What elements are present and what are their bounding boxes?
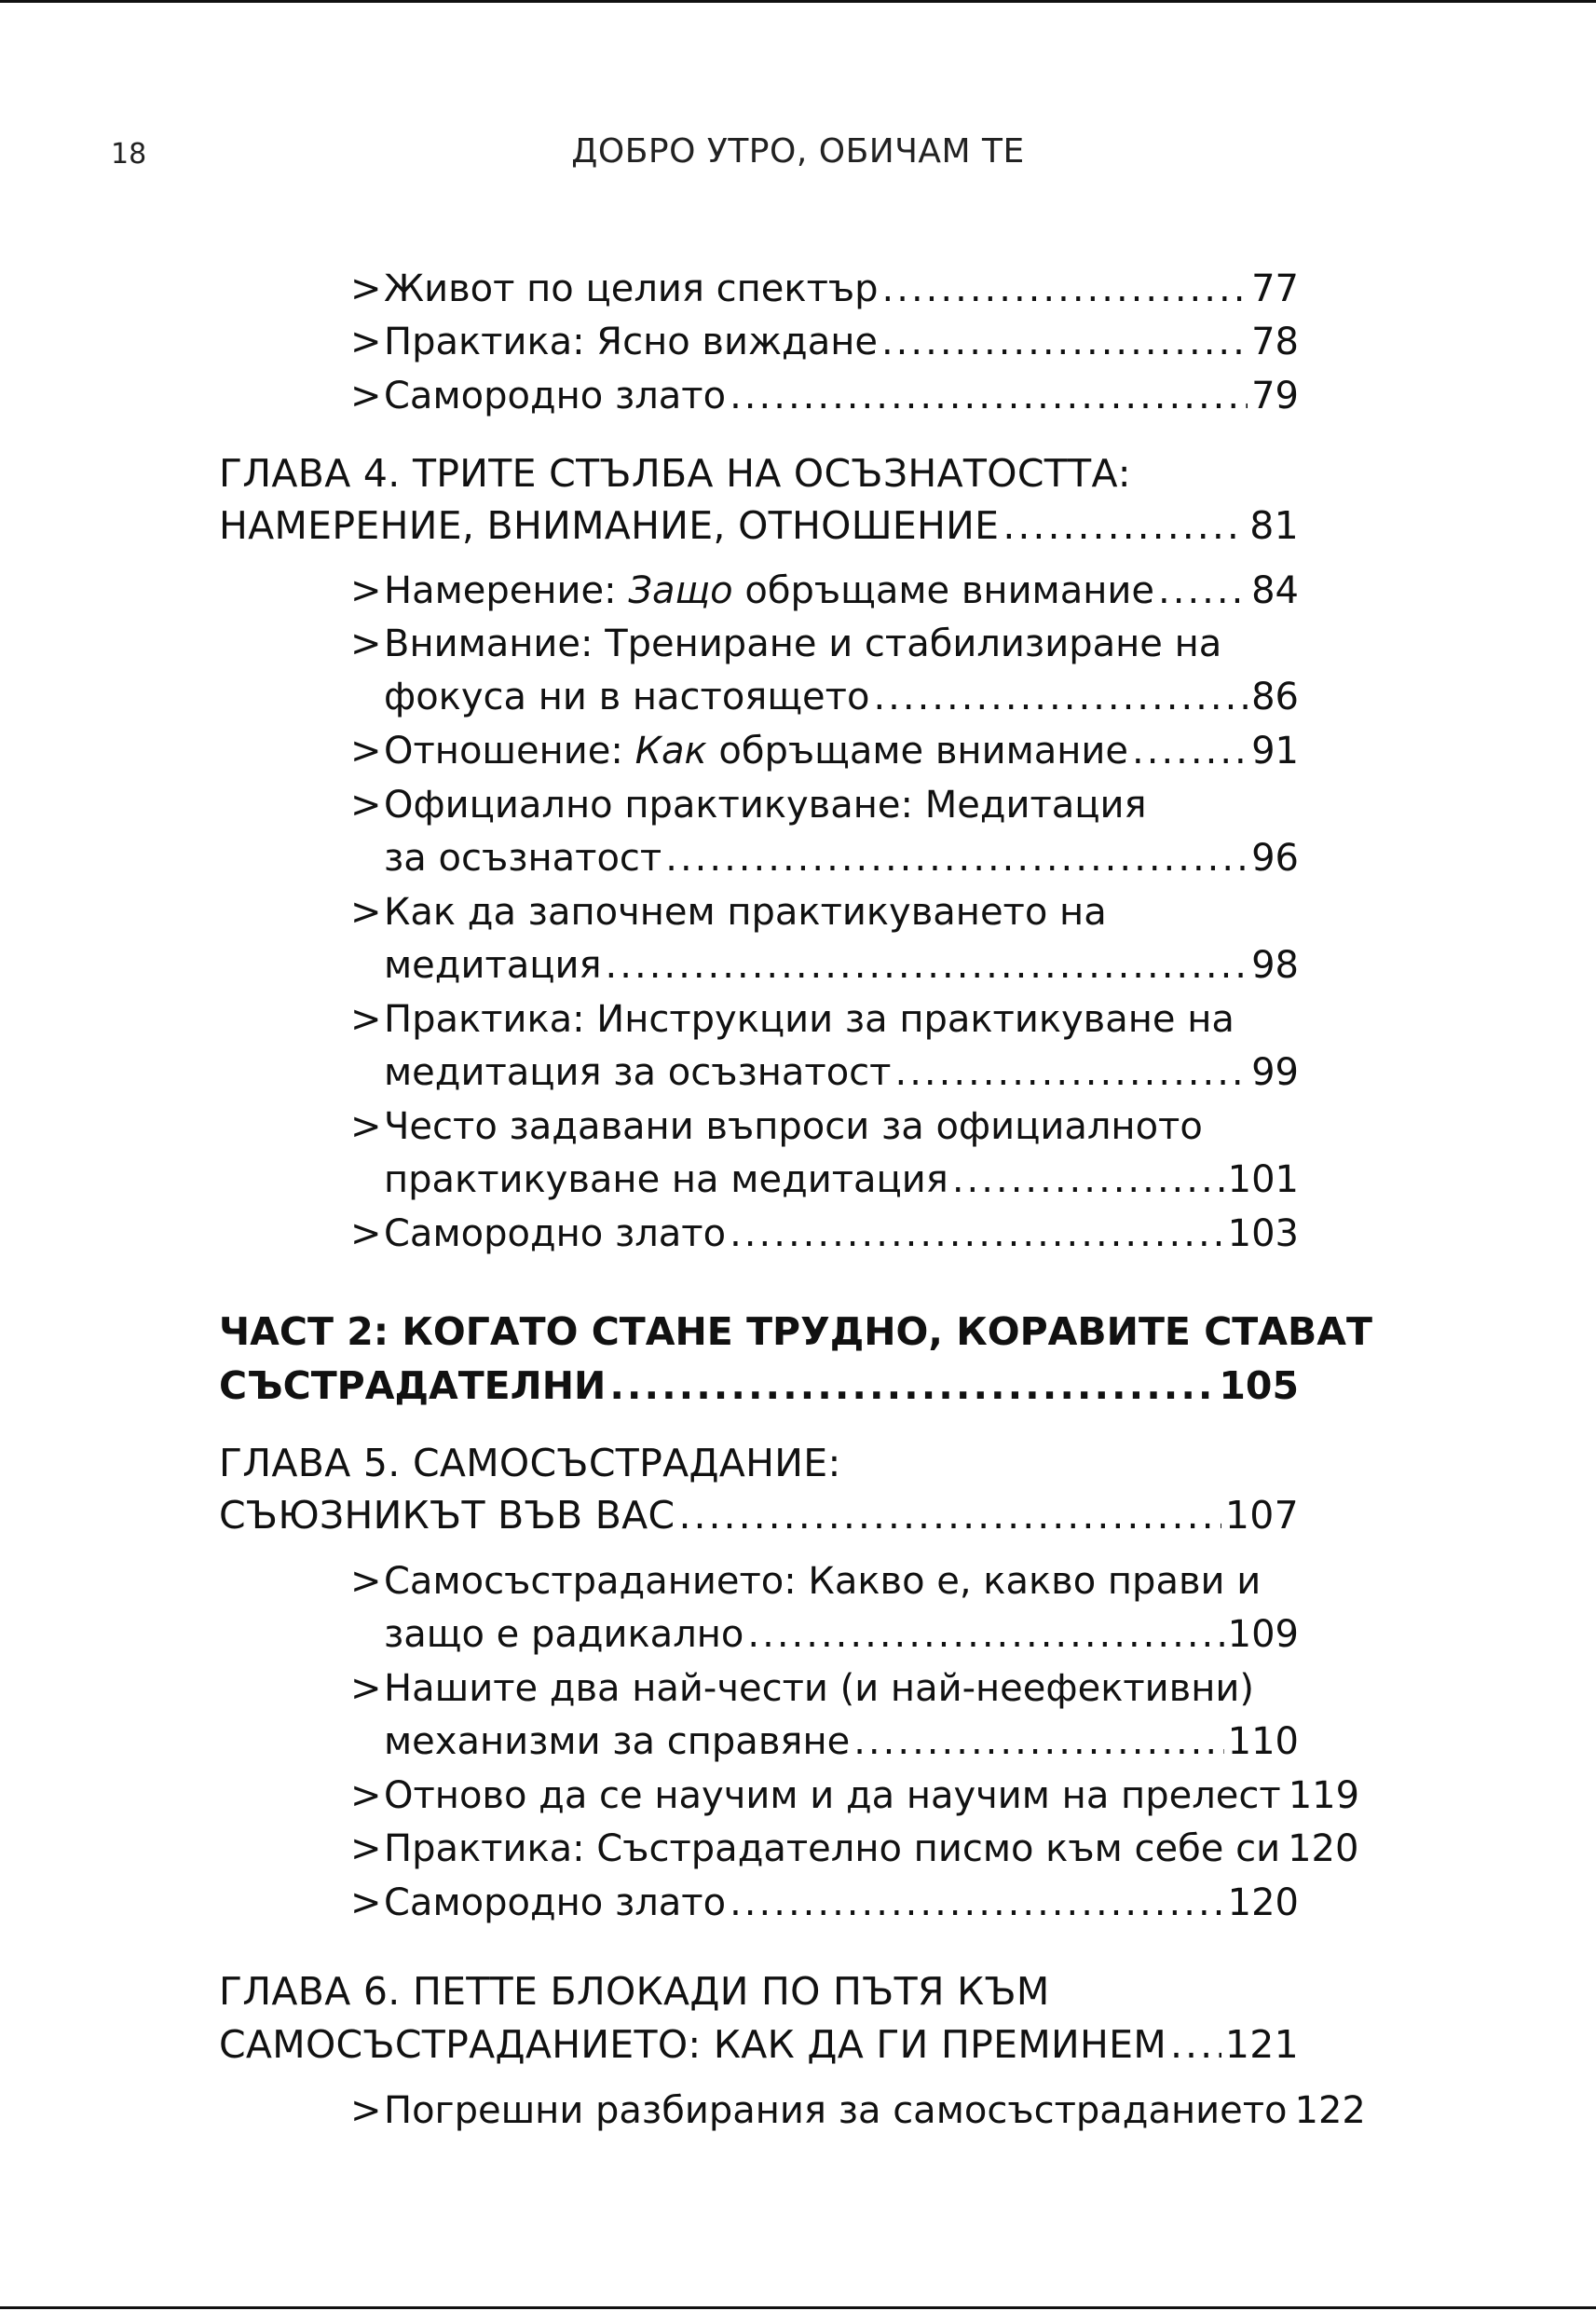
toc-entry-title-post: обръщаме внимание (732, 569, 1155, 612)
toc-entry-title-pre: Отношение: (384, 730, 635, 773)
toc-entry-title: медитация (384, 944, 602, 987)
toc-page-number: 99 (1251, 1051, 1299, 1094)
entry-marker: > (350, 730, 382, 773)
toc-page-number: 110 (1227, 1720, 1299, 1763)
toc-page-number: 109 (1227, 1613, 1299, 1656)
toc-entry-title: Живот по целия спектър (384, 267, 879, 310)
toc-entry-title: Самосъстраданието: Какво е, какво прави и (384, 1560, 1262, 1603)
toc-entry-title-italic: Защо (628, 569, 733, 612)
toc-page-number: 119 (1288, 1774, 1360, 1817)
toc-page-number: 77 (1251, 267, 1299, 310)
toc-entry[interactable] (350, 618, 1299, 670)
chapter-title-line: ГЛАВА 6. ПЕТТЕ БЛОКАДИ ПО ПЪТЯ КЪМ (219, 1969, 1050, 2014)
entry-marker: > (350, 2089, 382, 2132)
toc-page-number: 121 (1224, 2022, 1299, 2067)
entry-marker: > (350, 1881, 382, 1924)
toc-entry[interactable] (350, 565, 1299, 617)
toc-entry-continuation[interactable] (384, 1046, 1299, 1099)
dot-leader (730, 1208, 1224, 1260)
toc-entry-continuation[interactable] (384, 1154, 1299, 1206)
toc-entry-continuation[interactable] (384, 832, 1299, 884)
toc-entry-continuation[interactable] (384, 671, 1299, 723)
running-title: ДОБРО УТРО, ОБИЧАМ ТЕ (571, 132, 1025, 171)
entry-marker: > (350, 1105, 382, 1148)
dot-leader (609, 1360, 1215, 1412)
toc-entry[interactable] (350, 993, 1299, 1046)
toc-entry[interactable] (350, 370, 1299, 422)
dot-leader (894, 1046, 1248, 1099)
part-title-line: СЪСТРАДАТЕЛНИ (219, 1363, 607, 1408)
toc-page-number: 81 (1249, 503, 1299, 548)
toc-page-number: 122 (1294, 2089, 1366, 2132)
toc-page-number: 86 (1251, 676, 1299, 718)
toc-entry[interactable] (350, 779, 1299, 831)
toc-entry-title: Практика: Инструкции за практикуване на (384, 998, 1235, 1041)
chapter-heading[interactable] (219, 1489, 1299, 1541)
toc-entry-continuation[interactable] (384, 1716, 1299, 1768)
chapter-heading[interactable] (219, 1437, 1299, 1489)
chapter-title-line: ГЛАВА 4. ТРИТЕ СТЪЛБА НА ОСЪЗНАТОСТТА: (219, 451, 1131, 496)
chapter-title-line: НАМЕРЕНИЕ, ВНИМАНИЕ, ОТНОШЕНИЕ (219, 503, 1000, 548)
dot-leader (881, 316, 1248, 368)
toc-page-number: 84 (1251, 569, 1299, 612)
chapter-title-line: ГЛАВА 5. САМОСЪСТРАДАНИЕ: (219, 1441, 841, 1485)
toc-entry[interactable] (350, 1662, 1299, 1715)
toc-entry[interactable] (350, 725, 1299, 777)
dot-leader (730, 370, 1248, 422)
toc-page-number: 91 (1251, 730, 1299, 773)
toc-entry[interactable] (350, 1101, 1299, 1153)
toc-entry-continuation[interactable] (384, 939, 1299, 991)
toc-entry[interactable] (350, 316, 1299, 368)
toc-entry-continuation[interactable] (384, 1608, 1299, 1661)
entry-marker: > (350, 1827, 382, 1870)
entry-marker: > (350, 1774, 382, 1817)
toc-entry-title: защо е радикално (384, 1613, 744, 1656)
dot-leader (853, 1716, 1223, 1768)
toc-entry[interactable] (350, 263, 1299, 315)
entry-marker: > (350, 321, 382, 363)
dot-leader (665, 832, 1248, 884)
toc-entry-title: медитация за осъзнатост (384, 1051, 892, 1094)
toc-page-number: 120 (1227, 1881, 1299, 1924)
toc-page-number: 101 (1227, 1158, 1299, 1201)
toc-entry-title: Как да започнем практикуването на (384, 891, 1107, 934)
toc-entry-title: Нашите два най-чести (и най-неефективни) (384, 1667, 1254, 1710)
toc-entry[interactable] (350, 886, 1299, 938)
chapter-heading[interactable] (219, 447, 1299, 499)
entry-marker: > (350, 998, 382, 1041)
toc-entry-title: Самородно злато (384, 375, 727, 417)
dot-leader (730, 1877, 1224, 1929)
toc-entry[interactable] (350, 1877, 1299, 1929)
toc-entry-title: Внимание: Трениране и стабилизиране на (384, 622, 1222, 665)
entry-marker: > (350, 784, 382, 827)
chapter-title-line: САМОСЪСТРАДАНИЕТО: КАК ДА ГИ ПРЕМИНЕМ (219, 2022, 1167, 2067)
entry-marker: > (350, 267, 382, 310)
part-heading[interactable] (219, 1306, 1372, 1358)
dot-leader (882, 263, 1248, 315)
entry-marker: > (350, 1667, 382, 1710)
toc-page-number: 98 (1251, 944, 1299, 987)
dot-leader (678, 1489, 1221, 1541)
dot-leader (606, 939, 1248, 991)
toc-entry-title: практикуване на медитация (384, 1158, 948, 1201)
chapter-heading[interactable] (219, 1965, 1299, 2017)
dot-leader (1003, 499, 1246, 552)
dot-leader (873, 671, 1248, 723)
toc-entry-title: механизми за справяне (384, 1720, 851, 1763)
toc-entry-title: Самородно злато (384, 1212, 727, 1255)
part-heading[interactable] (219, 1360, 1299, 1412)
dot-leader (1170, 2018, 1221, 2071)
toc-entry-title-pre: Намерение: (384, 569, 629, 612)
toc-page-number: 103 (1227, 1212, 1299, 1255)
entry-marker: > (350, 622, 382, 665)
dot-leader (1132, 725, 1248, 777)
toc-entry[interactable] (350, 1823, 1359, 1875)
entry-marker: > (350, 1212, 382, 1255)
toc-page-number: 105 (1219, 1363, 1299, 1408)
toc-entry-title-post: обръщаме внимание (706, 730, 1129, 773)
toc-entry-title: фокуса ни в настоящето (384, 676, 870, 718)
chapter-heading[interactable] (219, 2018, 1299, 2071)
page-number: 18 (111, 138, 147, 171)
toc-page-number: 78 (1251, 321, 1299, 363)
entry-marker: > (350, 1560, 382, 1603)
entry-marker: > (350, 891, 382, 934)
toc-entry-title: за осъзнатост (384, 837, 662, 880)
toc-entry-title: Често задавани въпроси за официалното (384, 1105, 1203, 1148)
toc-page-number: 79 (1251, 375, 1299, 417)
entry-marker: > (350, 375, 382, 417)
chapter-title-line: СЪЮЗНИКЪТ ВЪВ ВАС (219, 1493, 675, 1538)
toc-entry-title: Практика: Ясно виждане (384, 321, 878, 363)
toc-page-number: 96 (1251, 837, 1299, 880)
toc-entry-title: Самородно злато (384, 1881, 727, 1924)
toc-page-number: 107 (1224, 1493, 1299, 1538)
toc-entry[interactable] (350, 1208, 1299, 1260)
toc-entry[interactable] (350, 2085, 1366, 2137)
dot-leader (952, 1154, 1224, 1206)
toc-entry-title-italic: Как (634, 730, 707, 773)
toc-page-number: 120 (1288, 1827, 1359, 1870)
bottom-border (0, 2306, 1596, 2309)
chapter-heading[interactable] (219, 499, 1299, 552)
toc-entry[interactable] (350, 1555, 1299, 1607)
dot-leader (747, 1608, 1223, 1661)
entry-marker: > (350, 569, 382, 612)
part-title-line: ЧАСТ 2: КОГАТО СТАНЕ ТРУДНО, КОРАВИТЕ СТАВАТ (219, 1309, 1372, 1354)
dot-leader (1158, 565, 1248, 617)
toc-entry-title: Официално практикуване: Медитация (384, 784, 1147, 827)
toc-entry-title: Практика: Състрадателно писмо към себе си (384, 1827, 1281, 1870)
toc-entry-title: Отново да се научим и да научим на прелест (384, 1774, 1281, 1817)
toc-entry-title: Погрешни разбирания за самосъстраданието (384, 2089, 1288, 2132)
toc-entry[interactable] (350, 1770, 1360, 1822)
